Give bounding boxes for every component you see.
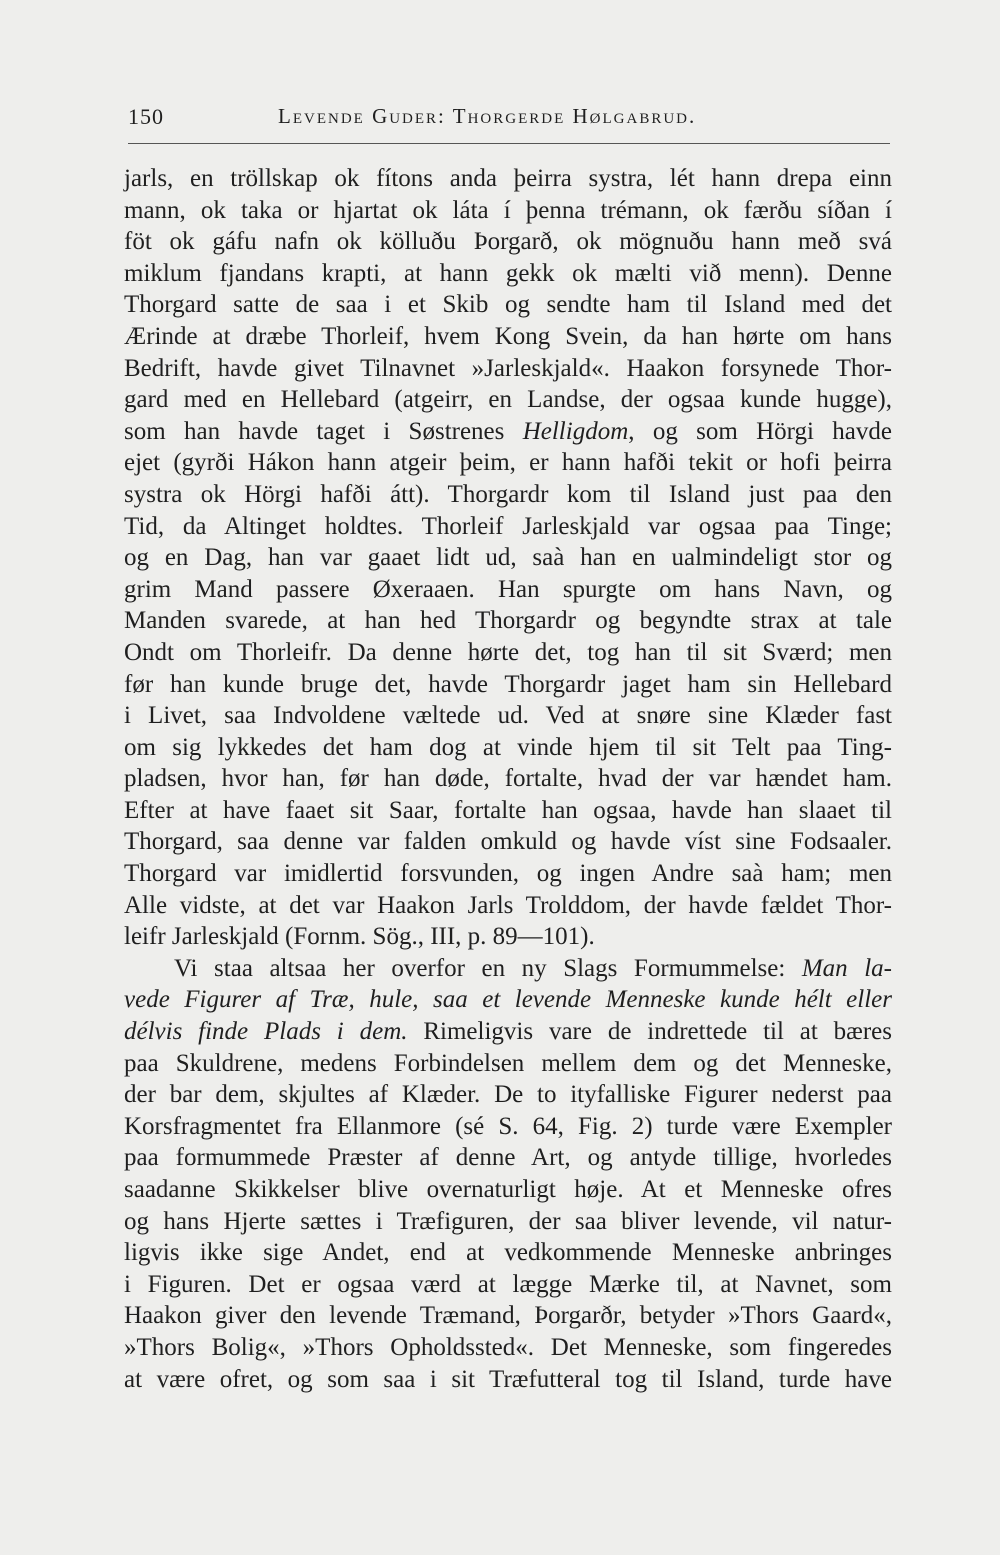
text-segment: , og som Hörgi havde [628, 417, 892, 445]
text-line: Thorgard var imidlertid forsvunden, og ingen Andre saà ham; men [124, 860, 892, 888]
italic-text: Helligdom [522, 417, 629, 445]
text-line: Thorgard satte de saa i et Skib og sendte ham til Island med det [124, 291, 892, 319]
text-line: grim Mand passere Øxeraaen. Han spurgte om hans Navn, og [124, 575, 892, 603]
text-line: Bedrift, havde givet Tilnavnet »Jarleskjald«. Haakon forsynede Thor- [124, 354, 892, 382]
text-line: paa formummede Præster af denne Art, og antyde tillige, hvorledes [124, 1144, 892, 1172]
text-line: Manden svarede, at han hed Thorgardr og begyndte strax at tale [124, 607, 892, 635]
text-line: Ondt om Thorleifr. Da denne hørte det, tog han til sit Sværd; men [124, 638, 892, 666]
text-line [124, 953, 892, 985]
text-line: før han kunde bruge det, havde Thorgardr jaget ham sin Hellebard [124, 670, 892, 698]
text-segment: som han havde taget i Søstrenes [124, 417, 523, 445]
text-line: pladsen, hvor han, før han døde, fortalte, hvad der var hændet ham. [124, 765, 892, 793]
text-line: og en Dag, han var gaaet lidt ud, saà han en ualmindeligt stor og [124, 544, 892, 572]
header-rule [128, 143, 890, 144]
text-line: Thorgard, saa denne var falden omkuld og havde víst sine Fodsaaler. [124, 828, 892, 856]
text-line [124, 416, 892, 448]
text-segment: Rimeligvis vare de indrettede til at bæres [407, 1018, 892, 1046]
text-line: ligvis ikke sige Andet, end at vedkommende Menneske anbringes [124, 1239, 892, 1267]
page-number: 150 [128, 104, 164, 129]
text-line: Ærinde at dræbe Thorleif, hvem Kong Svein, da han hørte om hans [124, 322, 892, 350]
text-line: Haakon giver den levende Træmand, Þorgarðr, betyder »Thors Gaard«, [124, 1302, 892, 1330]
text-line: föt ok gáfu nafn ok kölluðu Þorgarð, ok mögnuðu hann með svá [124, 228, 892, 256]
italic-text: Man la- [801, 954, 892, 982]
text-line: Korsfragmentet fra Ellanmore (sé S. 64, Fig. 2) turde være Exempler [124, 1112, 892, 1140]
running-head: Levende Guder: Thorgerde Hølgabrud. [278, 104, 697, 128]
text-line: om sig lykkedes det ham dog at vinde hjem til sit Telt paa Ting- [124, 733, 892, 761]
text-line: ejet (gyrði Hákon hann atgeir þeim, er hann hafði tekit or hofi þeirra [124, 449, 892, 477]
text-line: Alle vidste, at det var Haakon Jarls Trolddom, der havde fældet Thor- [124, 891, 892, 919]
text-line: gard med en Hellebard (atgeirr, en Landse, der ogsaa kunde hugge), [124, 386, 892, 414]
text-line [124, 984, 892, 1016]
text-line: »Thors Bolig«, »Thors Opholdssted«. Det Menneske, som fingeredes [124, 1333, 892, 1361]
text-line: jarls, en tröllskap ok fítons anda þeirra systra, lét hann drepa einn [124, 165, 892, 192]
text-line: saadanne Skikkelser blive overnaturligt høje. At et Menneske ofres [124, 1176, 892, 1203]
text-segment: Vi staa altsaa her overfor en ny Slags Formummelse: [174, 954, 802, 982]
italic-text: délvis finde Plads i dem. [124, 1018, 408, 1046]
text-line: i Livet, saa Indvoldene væltede ud. Ved at snøre sine Klæder fast [124, 702, 892, 730]
text-line: miklum fjandans krapti, at hann gekk ok mælti við menn). Denne [124, 259, 892, 287]
text-line: systra ok Hörgi hafði átt). Thorgardr kom til Island just paa den [124, 480, 892, 508]
text-line: Tid, da Altinget holdtes. Thorleif Jarleskjald var ogsaa paa Tinge; [124, 512, 892, 540]
body-text [124, 163, 892, 1395]
text-line: leifr Jarleskjald (Fornm. Sög., III, p. 89—101). [124, 923, 595, 951]
page-header [128, 104, 888, 134]
text-line: paa Skuldrene, medens Forbindelsen mellem dem og det Menneske, [124, 1049, 892, 1077]
text-line: Efter at have faaet sit Saar, fortalte han ogsaa, havde han slaaet til [124, 796, 892, 824]
text-line: at være ofret, og som saa i sit Træfutteral tog til Island, turde have [124, 1365, 892, 1393]
text-line: og hans Hjerte sættes i Træfiguren, der saa bliver levende, vil natur- [124, 1207, 892, 1235]
text-line: mann, ok taka or hjartat ok láta í þenna trémann, ok færðu síðan í [124, 196, 892, 224]
text-line [124, 1016, 892, 1048]
text-line: i Figuren. Det er ogsaa værd at lægge Mærke til, at Navnet, som [124, 1270, 892, 1298]
italic-text: vede Figurer af Træ, hule, saa et levende Menneske kunde hélt eller [124, 986, 892, 1014]
text-line: der bar dem, skjultes af Klæder. De to ityfalliske Figurer nederst paa [124, 1081, 892, 1109]
